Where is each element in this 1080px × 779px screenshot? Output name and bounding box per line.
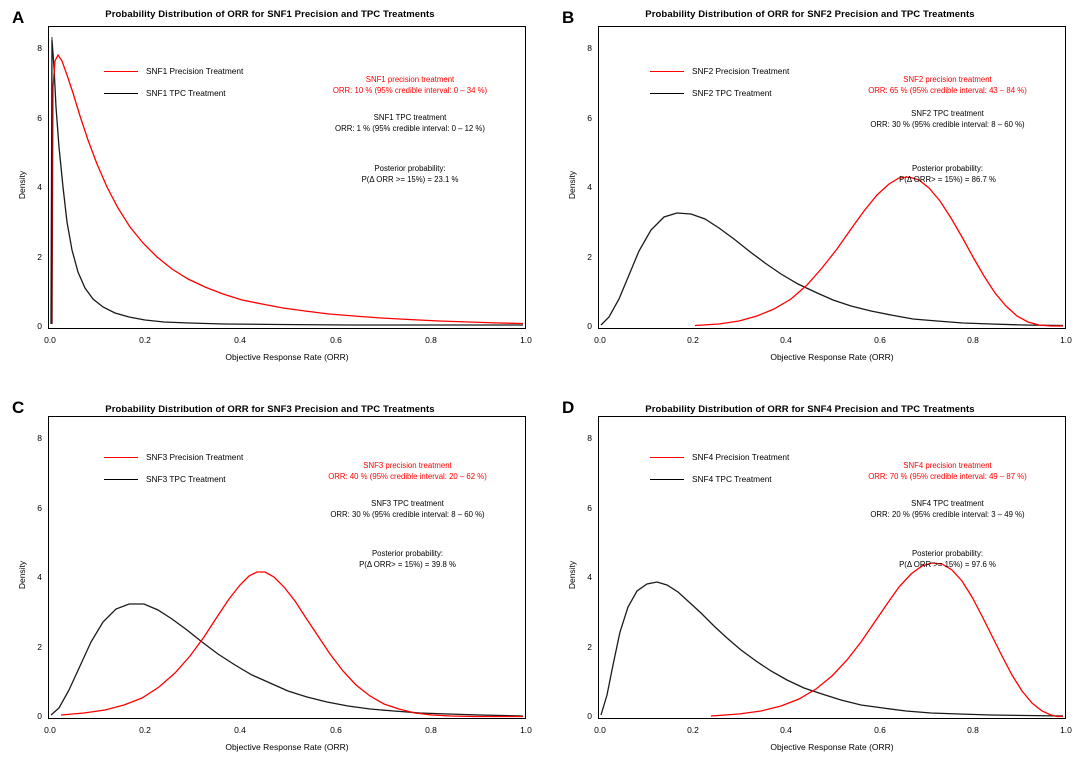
panel-d-ytick-0: 0 <box>587 711 592 721</box>
panel-c-ytick-0: 0 <box>37 711 42 721</box>
panel-c-legend-label-precision: SNF3 Precision Treatment <box>146 452 244 462</box>
legend-line-icon <box>104 479 138 480</box>
panel-d-legend-label-tpc: SNF4 TPC Treatment <box>692 474 772 484</box>
panel-d-legend <box>650 452 789 496</box>
panel-c-ytick-6: 6 <box>37 503 42 513</box>
panel-d-legend-label-precision: SNF4 Precision Treatment <box>692 452 790 462</box>
panel-b-ytick-4: 4 <box>587 182 592 192</box>
panel-c-annotation-posterior-stat: P(Δ ORR> = 15%) = 39.8 % <box>359 560 456 570</box>
panel-b-legend-item-tpc <box>650 88 789 98</box>
panel-c <box>0 390 540 779</box>
panel-a-xtick-4: 0.8 <box>425 335 437 345</box>
panel-b <box>540 0 1080 390</box>
panel-b-annotation-tpc-title: SNF2 TPC treatment <box>911 109 984 118</box>
legend-line-icon <box>650 479 684 480</box>
panel-d-y-axis-label: Density <box>567 560 577 590</box>
panel-c-annotation-tpc <box>295 498 520 521</box>
panel-b-ytick-6: 6 <box>587 113 592 123</box>
panel-b-letter: B <box>562 8 575 27</box>
panel-a-x-axis-label: Objective Response Rate (ORR) <box>225 352 349 362</box>
panel-b-y-axis-label: Density <box>567 170 577 200</box>
panel-a-xtick-3: 0.6 <box>330 335 342 345</box>
panel-d-x-axis-label: Objective Response Rate (ORR) <box>770 742 894 752</box>
panel-c-legend-item-precision <box>104 452 243 462</box>
panel-d-precision-curve <box>711 563 1063 717</box>
panel-a-xtick-2: 0.4 <box>234 335 246 345</box>
panel-c-annotation-tpc-title: SNF3 TPC treatment <box>371 499 444 508</box>
panel-c-precision-curve <box>61 572 523 717</box>
panel-d-xtick-0: 0.0 <box>594 725 606 735</box>
legend-line-icon <box>650 457 684 458</box>
panel-b-annotation-precision <box>835 74 1060 97</box>
panel-d-annotation-tpc-title: SNF4 TPC treatment <box>911 499 984 508</box>
panel-a-annotation-precision-stat: ORR: 10 % (95% credible interval: 0 – 34 %) <box>332 86 488 96</box>
panel-b-ytick-8: 8 <box>587 43 592 53</box>
panel-c-annotation-posterior-title: Posterior probability: <box>371 549 444 558</box>
panel-a-ytick-4: 4 <box>37 182 42 192</box>
panel-b-xtick-2: 0.4 <box>780 335 792 345</box>
panel-d-legend-item-precision <box>650 452 789 462</box>
panel-d-xtick-5: 1.0 <box>1060 725 1072 735</box>
panel-c-ytick-4: 4 <box>37 572 42 582</box>
panel-d-ytick-6: 6 <box>587 503 592 513</box>
panel-c-ytick-2: 2 <box>37 642 42 652</box>
panel-a-ytick-8: 8 <box>37 43 42 53</box>
panel-b-title: Probability Distribution of ORR for SNF2 Precision and TPC Treatments <box>645 9 975 20</box>
panel-a <box>0 0 540 390</box>
panel-a-xtick-5: 1.0 <box>520 335 532 345</box>
legend-line-icon <box>104 457 138 458</box>
panel-b-xtick-0: 0.0 <box>594 335 606 345</box>
panel-d-annotation-posterior <box>835 548 1060 571</box>
panel-d-annotation-posterior-stat: P(Δ ORR >= 15%) = 97.6 % <box>899 560 996 570</box>
panel-c-xtick-2: 0.4 <box>234 725 246 735</box>
panel-d-xtick-1: 0.2 <box>687 725 699 735</box>
panel-b-annotation-tpc <box>835 108 1060 131</box>
panel-d-ytick-2: 2 <box>587 642 592 652</box>
legend-line-icon <box>104 93 138 94</box>
panel-a-title: Probability Distribution of ORR for SNF1 Precision and TPC Treatments <box>105 9 435 20</box>
panel-a-annotation-posterior <box>300 163 520 186</box>
panel-a-xtick-1: 0.2 <box>139 335 151 345</box>
panel-c-xtick-4: 0.8 <box>425 725 437 735</box>
panel-a-legend-item-precision <box>104 66 243 76</box>
panel-d-legend-item-tpc <box>650 474 789 484</box>
panel-d-xtick-4: 0.8 <box>967 725 979 735</box>
panel-a-legend-label-precision: SNF1 Precision Treatment <box>146 66 244 76</box>
panel-b-xtick-5: 1.0 <box>1060 335 1072 345</box>
panel-c-legend-item-tpc <box>104 474 243 484</box>
panel-b-annotation-posterior <box>835 163 1060 186</box>
panel-d-annotation-tpc-stat: ORR: 20 % (95% credible interval: 3 – 49 %) <box>870 510 1025 520</box>
panel-a-annotation-posterior-stat: P(Δ ORR >= 15%) = 23.1 % <box>361 175 459 185</box>
panel-a-legend-item-tpc <box>104 88 243 98</box>
panel-d-annotation-tpc <box>835 498 1060 521</box>
panel-c-xtick-3: 0.6 <box>330 725 342 735</box>
panel-a-ytick-0: 0 <box>37 321 42 331</box>
panel-b-tpc-curve <box>601 213 1063 326</box>
panel-a-annotation-tpc <box>300 112 520 135</box>
panel-a-y-axis-label: Density <box>17 170 27 200</box>
panel-c-title: Probability Distribution of ORR for SNF3 Precision and TPC Treatments <box>105 404 435 415</box>
panel-c-annotation-tpc-stat: ORR: 30 % (95% credible interval: 8 – 60 %) <box>330 510 485 520</box>
panel-c-y-axis-label: Density <box>17 560 27 590</box>
panel-d <box>540 390 1080 779</box>
panel-a-ytick-6: 6 <box>37 113 42 123</box>
panel-d-tpc-curve <box>601 582 1063 716</box>
panel-c-annotation-precision-stat: ORR: 40 % (95% credible interval: 20 – 62 %) <box>328 472 487 482</box>
panel-b-legend <box>650 66 789 110</box>
panel-d-xtick-3: 0.6 <box>874 725 886 735</box>
panel-a-legend-label-tpc: SNF1 TPC Treatment <box>146 88 226 98</box>
panel-c-annotation-precision-title: SNF3 precision treatment <box>363 461 452 470</box>
panel-b-xtick-3: 0.6 <box>874 335 886 345</box>
panel-b-ytick-0: 0 <box>587 321 592 331</box>
panel-b-annotation-precision-stat: ORR: 65 % (95% credible interval: 43 – 84 %) <box>868 86 1027 96</box>
panel-c-tpc-curve <box>51 604 523 716</box>
panel-d-ytick-4: 4 <box>587 572 592 582</box>
panel-a-ytick-2: 2 <box>37 252 42 262</box>
panel-a-annotation-precision-title: SNF1 precision treatment <box>365 75 455 84</box>
panel-a-letter: A <box>12 8 25 27</box>
legend-line-icon <box>650 71 684 72</box>
legend-line-icon <box>650 93 684 94</box>
panel-c-annotation-posterior <box>295 548 520 571</box>
panel-b-xtick-1: 0.2 <box>687 335 699 345</box>
panel-d-annotation-posterior-title: Posterior probability: <box>911 549 984 558</box>
panel-d-annotation-precision-title: SNF4 precision treatment <box>903 461 992 470</box>
panel-b-annotation-posterior-stat: P(Δ ORR> = 15%) = 86.7 % <box>899 175 996 185</box>
panel-d-xtick-2: 0.4 <box>780 725 792 735</box>
panel-d-title: Probability Distribution of ORR for SNF4 Precision and TPC Treatments <box>645 404 975 415</box>
panel-a-legend <box>104 66 243 110</box>
panel-c-letter: C <box>12 398 25 417</box>
panel-d-letter: D <box>562 398 575 417</box>
panel-b-ytick-2: 2 <box>587 252 592 262</box>
panel-a-annotation-tpc-stat: ORR: 1 % (95% credible interval: 0 – 12 %) <box>335 124 485 134</box>
panel-c-xtick-1: 0.2 <box>139 725 151 735</box>
panel-b-legend-label-precision: SNF2 Precision Treatment <box>692 66 790 76</box>
panel-c-xtick-0: 0.0 <box>44 725 56 735</box>
panel-b-annotation-posterior-title: Posterior probability: <box>911 164 984 173</box>
panel-c-legend <box>104 452 243 496</box>
panel-c-ytick-8: 8 <box>37 433 42 443</box>
panel-c-xtick-5: 1.0 <box>520 725 532 735</box>
panel-a-annotation-tpc-title: SNF1 TPC treatment <box>373 113 447 122</box>
panel-a-xtick-0: 0.0 <box>44 335 56 345</box>
panel-b-x-axis-label: Objective Response Rate (ORR) <box>770 352 894 362</box>
panel-a-annotation-posterior-title: Posterior probability: <box>374 164 446 173</box>
panel-d-ytick-8: 8 <box>587 433 592 443</box>
panel-b-legend-label-tpc: SNF2 TPC Treatment <box>692 88 772 98</box>
panel-b-legend-item-precision <box>650 66 789 76</box>
panel-c-legend-label-tpc: SNF3 TPC Treatment <box>146 474 226 484</box>
panel-b-annotation-precision-title: SNF2 precision treatment <box>903 75 992 84</box>
panel-d-annotation-precision-stat: ORR: 70 % (95% credible interval: 49 – 87 %) <box>868 472 1027 482</box>
panel-d-annotation-precision <box>835 460 1060 483</box>
panel-c-x-axis-label: Objective Response Rate (ORR) <box>225 742 349 752</box>
panel-b-annotation-tpc-stat: ORR: 30 % (95% credible interval: 8 – 60 %) <box>870 120 1025 130</box>
panel-b-xtick-4: 0.8 <box>967 335 979 345</box>
legend-line-icon <box>104 71 138 72</box>
panel-c-annotation-precision <box>295 460 520 483</box>
panel-a-annotation-precision <box>300 74 520 97</box>
